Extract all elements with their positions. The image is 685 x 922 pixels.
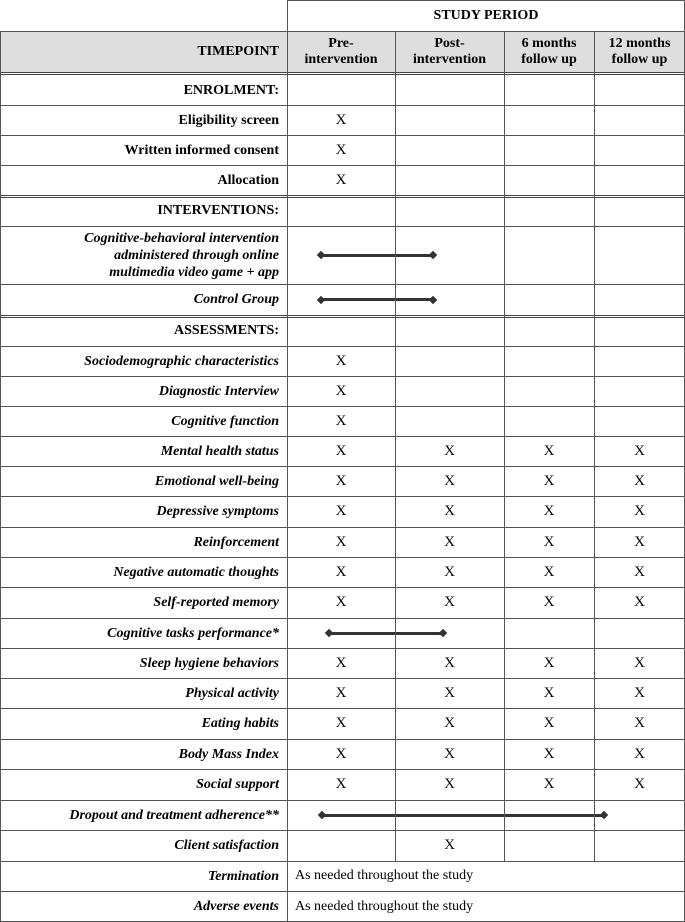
timepoint-mark: X [335,111,347,128]
timepoint-mark: X [335,715,347,731]
column-header: 6 months follow up [521,35,577,67]
timepoint-mark: X [634,442,645,459]
row-label: Reinforcement [193,534,279,550]
row-label: Negative automatic thoughts [113,564,279,580]
grid-line [0,376,685,377]
timepoint-mark: X [634,594,645,610]
timepoint-mark: X [335,654,347,671]
grid-line [0,800,685,801]
timepoint-mark: X [543,715,555,731]
row-label: Allocation [217,172,279,188]
grid-line [0,830,685,831]
row-label: Sleep hygiene behaviors [139,655,279,671]
timepoint-mark: X [444,442,455,459]
duration-start-marker [317,295,325,303]
row-label: Client satisfaction [174,838,279,853]
row-label: Control Group [193,292,279,307]
row-label: Cognitive function [171,413,279,429]
grid-line [0,466,685,467]
grid-line [395,31,396,861]
timepoint-mark: X [634,472,645,489]
section-separator [0,315,685,318]
row-label: Sociodemographic characteristics [84,353,279,369]
row-label: Depressive symptoms [156,504,279,519]
merged-note: As needed throughout the study [295,898,474,914]
row-label: Cognitive-behavioral intervention administered through online multimedia video game + app [84,230,279,280]
timepoint-mark: X [444,684,455,701]
timepoint-mark: X [444,837,455,853]
timepoint-mark: X [335,533,347,550]
row-label: Dropout and treatment adherence** [69,807,279,823]
grid-line [0,346,685,347]
column-header: Post- intervention [412,35,487,67]
timepoint-mark: X [444,472,455,489]
grid-line [0,891,685,892]
timepoint-mark: X [543,472,555,489]
timepoint-header: TIMEPOINT [197,44,279,59]
timepoint-mark: X [543,745,555,762]
timepoint-mark: X [444,563,455,580]
timepoint-mark: X [634,533,645,550]
duration-bar [322,814,604,817]
timepoint-mark: X [543,563,555,580]
grid-line [0,861,685,862]
duration-end-marker [429,251,437,259]
study-period-header: STUDY PERIOD [433,7,539,23]
section-separator [0,195,685,198]
duration-bar [321,254,433,257]
section-separator [0,72,685,75]
timepoint-mark: X [335,352,347,369]
row-label: ENROLMENT: [183,82,279,98]
grid-line [0,618,685,619]
grid-line [594,31,595,861]
timepoint-mark: X [335,472,347,489]
timepoint-mark: X [444,654,455,671]
grid-line [0,708,685,709]
row-label: Body Mass Index [178,746,279,762]
timepoint-mark: X [335,776,347,792]
grid-line [504,31,505,861]
grid-line [0,31,685,32]
timepoint-mark: X [543,776,555,792]
timepoint-mark: X [444,594,455,610]
grid-line [0,226,685,227]
row-label: Physical activity [185,685,279,701]
merged-note: As needed throughout the study [295,868,474,883]
timepoint-mark: X [335,594,347,610]
timepoint-mark: X [543,594,555,610]
timepoint-mark: X [444,745,455,762]
grid-line [0,31,1,922]
timepoint-mark: X [543,503,555,519]
timepoint-mark: X [444,715,455,731]
duration-bar [321,298,433,301]
timepoint-mark: X [335,503,347,519]
timepoint-mark: X [335,684,347,701]
timepoint-mark: X [634,684,645,701]
timepoint-mark: X [543,533,555,550]
timepoint-mark: X [634,563,645,580]
duration-end-marker [439,629,447,637]
grid-line [0,527,685,528]
duration-bar [329,632,443,635]
grid-line [0,678,685,679]
timepoint-mark: X [444,776,455,792]
row-label: Social support [196,777,279,792]
grid-line [0,739,685,740]
row-label: Written informed consent [124,142,279,158]
row-label: Eating habits [201,716,279,731]
row-label: Eligibility screen [178,112,279,128]
duration-start-marker [325,629,333,637]
timepoint-mark: X [335,442,347,459]
column-header: Pre- intervention [304,35,378,67]
row-label: ASSESSMENTS: [173,323,279,338]
grid-line [0,406,685,407]
row-label: Mental health status [160,443,279,459]
timepoint-mark: X [335,412,347,429]
grid-line [287,0,288,922]
row-label: Self-reported memory [153,595,279,610]
timepoint-mark: X [335,141,347,158]
timepoint-mark: X [634,776,645,792]
timepoint-mark: X [335,382,347,399]
timepoint-mark: X [444,503,455,519]
timepoint-mark: X [335,171,347,188]
grid-line [0,587,685,588]
timepoint-mark: X [444,533,455,550]
column-header: 12 months follow up [608,35,671,67]
grid-line [0,165,685,166]
grid-line [0,648,685,649]
timepoint-mark: X [634,503,645,519]
timepoint-mark: X [335,745,347,762]
grid-line [0,135,685,136]
grid-line [0,557,685,558]
row-label: Adverse events [193,899,279,914]
grid-line [0,284,685,285]
timepoint-mark: X [543,654,555,671]
timepoint-mark: X [634,745,645,762]
row-label: Emotional well-being [154,473,279,489]
timepoint-mark: X [335,563,347,580]
row-label: INTERVENTIONS: [157,203,279,218]
timepoint-mark: X [543,684,555,701]
grid-line [0,496,685,497]
timepoint-mark: X [634,654,645,671]
duration-start-marker [318,811,326,819]
row-label: Diagnostic Interview [158,383,279,399]
duration-start-marker [317,251,325,259]
grid-line [0,769,685,770]
grid-line [287,0,685,1]
grid-line [0,105,685,106]
duration-end-marker [429,295,437,303]
timepoint-mark: X [543,442,555,459]
row-label: Cognitive tasks performance* [107,625,279,641]
grid-line [0,436,685,437]
timepoint-mark: X [634,715,645,731]
row-label: Termination [207,868,279,884]
duration-end-marker [600,811,608,819]
